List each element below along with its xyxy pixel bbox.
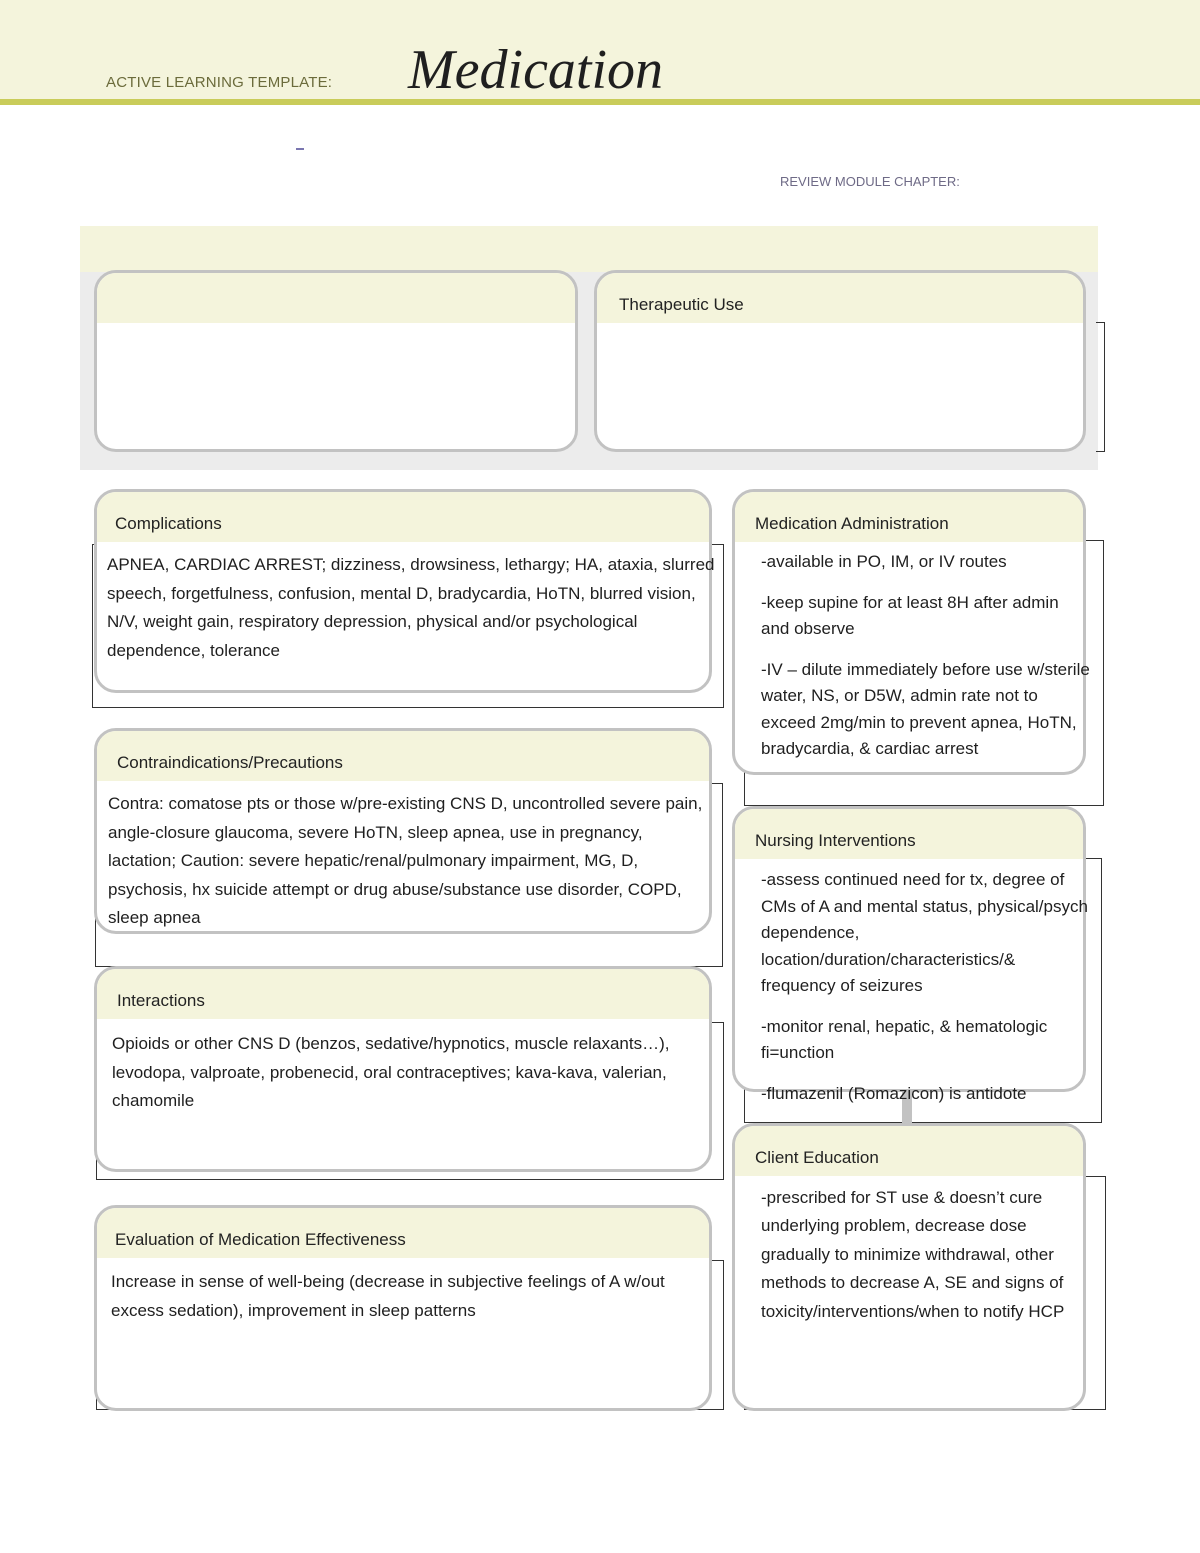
complications-title: Complications [115,514,222,533]
client-education-title: Client Education [755,1148,879,1167]
contraindications-text: Contra: comatose pts or those w/pre-existing CNS D, uncontrolled severe pain, angle-closure glaucoma, severe HoTN, sleep apnea, use in pregnancy, lactation; Caution: severe hepatic/renal/pulmonary impairment, MG, D, psychosis, hx suicide attempt or drug abuse/substance use disorder, COPD, sleep apnea [108,794,703,927]
nursing-item: -monitor renal, hepatic, & hematologic fi=unction [761,1016,1048,1062]
review-module-chapter-label: REVIEW MODULE CHAPTER: [780,174,960,189]
nursing-item: -assess continued need for tx, degree of CMs of A and mental status, physical/psych dependence, location/duration/characteristics/& frequency of seizures [761,870,1088,995]
name-field-marker [296,148,304,150]
nursing-title: Nursing Interventions [755,831,916,850]
med-admin-title: Medication Administration [755,514,949,533]
med-admin-item: -keep supine for at least 8H after admin and observe [761,592,1059,638]
therapeutic-use-card[interactable] [594,270,1086,452]
nursing-list [761,867,1091,1121]
nursing-item: -flumazenil (Romazicon) is antidote [761,1083,1027,1103]
therapeutic-use-bracket [1096,322,1105,452]
complications-text: APNEA, CARDIAC ARREST; dizziness, drowsiness, lethargy; HA, ataxia, slurred speech, forgetfulness, confusion, mental D, bradycardia, HoTN, blurred vision, N/V, weight gain, respiratory depression, physical and/or psychological dependence, tolerance [107,555,715,660]
med-admin-item: -IV – dilute immediately before use w/sterile water, NS, or D5W, admin rate not to exceed 2mg/min to prevent apnea, HoTN, bradycardia, & cardiac arrest [761,659,1090,758]
evaluation-title: Evaluation of Medication Effectiveness [115,1230,406,1249]
client-education-text: -prescribed for ST use & doesn’t cure underlying problem, decrease dose gradually to minimize withdrawal, other methods to decrease A, SE and signs of toxicity/interventions/when to notify HCP [761,1188,1065,1321]
interactions-card-header [97,969,709,1019]
medication-class-card-header [97,273,575,323]
med-admin-list [761,549,1091,777]
interactions-text: Opioids or other CNS D (benzos, sedative/hypnotics, muscle relaxants…), levodopa, valproate, probenecid, oral contraceptives; kava-kava, valerian, chamomile [112,1034,670,1110]
contraindications-title: Contraindications/Precautions [117,753,343,772]
contraindications-card-header [97,731,709,781]
nursing-card-header [735,809,1083,859]
template-label: ACTIVE LEARNING TEMPLATE: [106,74,333,91]
medication-class-card[interactable] [94,270,578,452]
evaluation-card-header [97,1208,709,1258]
page-title: Medication [408,39,664,101]
therapeutic-use-title: Therapeutic Use [619,295,744,314]
client-education-card-header [735,1126,1083,1176]
med-admin-item: -available in PO, IM, or IV routes [761,552,1007,571]
evaluation-text: Increase in sense of well-being (decrease in subjective feelings of A w/out excess sedation), improvement in sleep patterns [111,1272,665,1320]
med-admin-card-header [735,492,1083,542]
complications-card-header [97,492,709,542]
therapeutic-use-card-header [597,273,1083,323]
interactions-title: Interactions [117,991,205,1010]
top-panel-header [80,226,1098,272]
